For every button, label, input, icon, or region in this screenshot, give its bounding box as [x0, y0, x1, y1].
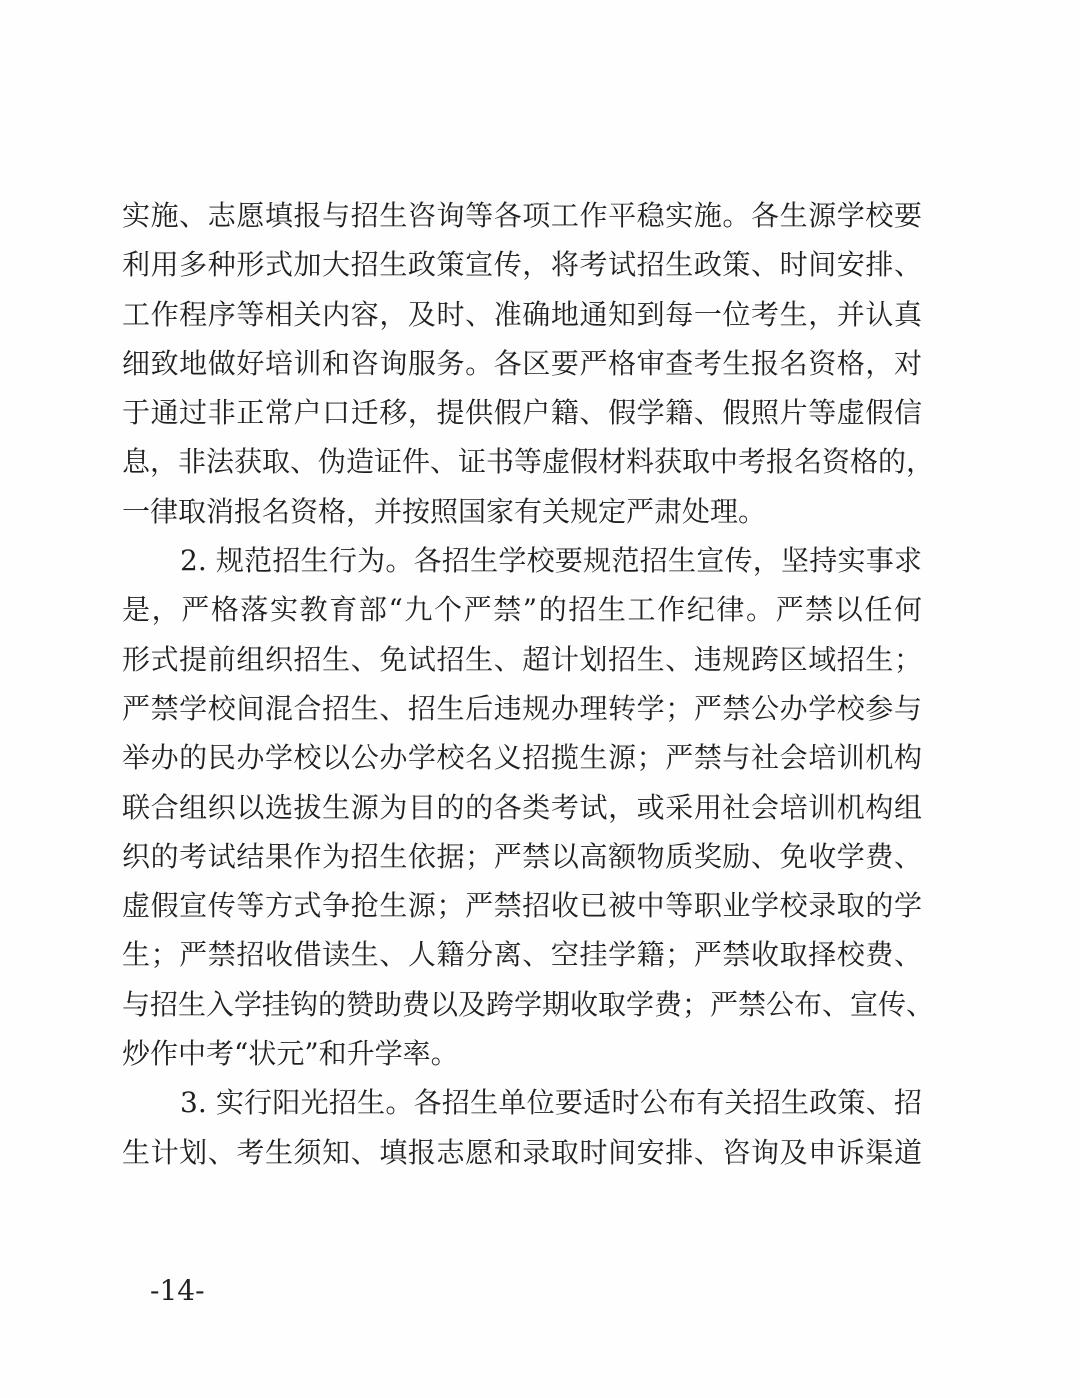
text-line: 息，非法获取、伪造证件、证书等虚假材料获取中考报名资格的，: [122, 445, 935, 479]
text-line: 细致地做好培训和咨询服务。各区要严格审查考生报名资格，对: [122, 346, 922, 380]
text-line: 形式提前组织招生、免试招生、超计划招生、违规跨区域招生；: [122, 642, 922, 676]
section-heading-line: 3. 实行阳光招生。各招生单位要适时公布有关招生政策、招: [180, 1086, 922, 1120]
text-line: 严禁学校间混合招生、招生后违规办理转学；严禁公办学校参与: [122, 691, 922, 725]
text-line: 于通过非正常户口迁移，提供假户籍、假学籍、假照片等虚假信: [122, 396, 922, 430]
text-line: 是，严格落实教育部“九个严禁”的招生工作纪律。严禁以任何: [122, 593, 922, 627]
text-line: 织的考试结果作为招生依据；严禁以高额物质奖励、免收学费、: [122, 839, 922, 873]
section-heading-line: 2. 规范招生行为。各招生学校要规范招生宣传，坚持实事求: [180, 544, 922, 578]
text-line: 生；严禁招收借读生、人籍分离、空挂学籍；严禁收取择校费、: [122, 938, 922, 972]
text-line: 举办的民办学校以公办学校名义招揽生源；严禁与社会培训机构: [122, 741, 922, 775]
page-number: -14-: [150, 1274, 205, 1307]
document-body: [122, 191, 935, 1177]
text-line: 联合组织以选拔生源为目的的各类考试，或采用社会培训机构组: [122, 790, 922, 824]
text-line: 炒作中考“状元”和升学率。: [122, 1037, 459, 1071]
text-line: 一律取消报名资格，并按照国家有关规定严肃处理。: [122, 494, 767, 528]
text-line: 与招生入学挂钩的赞助费以及跨学期收取学费；严禁公布、宣传、: [122, 987, 935, 1021]
text-line: 实施、志愿填报与招生咨询等各项工作平稳实施。各生源学校要: [122, 199, 922, 232]
text-line: 利用多种形式加大招生政策宣传，将考试招生政策、时间安排、: [122, 248, 922, 282]
text-line: 生计划、考生须知、填报志愿和录取时间安排、咨询及申诉渠道: [122, 1135, 922, 1169]
text-line: 工作程序等相关内容，及时、准确地通知到每一位考生，并认真: [122, 297, 922, 331]
text-line: 虚假宣传等方式争抢生源；严禁招收已被中等职业学校录取的学: [122, 889, 922, 923]
